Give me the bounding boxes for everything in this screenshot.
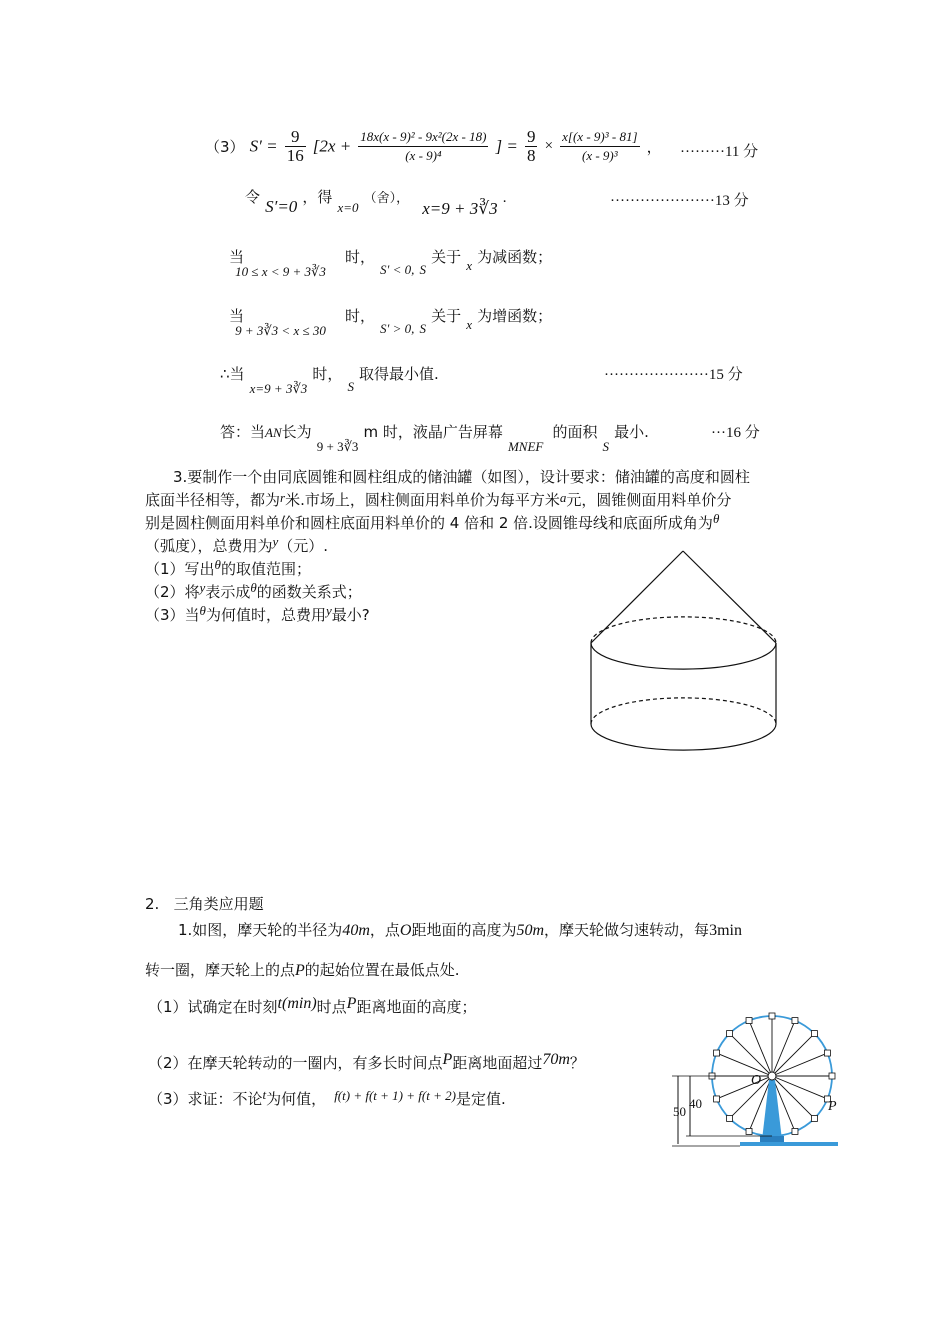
p3-line4: （弧度），总费用为y（元）. (145, 534, 329, 555)
step3-frac2 (358, 128, 488, 165)
she: （舍）， (363, 191, 410, 206)
value-min: x=9 + 3∛3 (249, 381, 308, 396)
S-dec: S (419, 262, 427, 277)
cabin (792, 1128, 798, 1134)
step3-label: （3） (205, 138, 245, 156)
answer-AN: AN (265, 425, 282, 440)
cabin (714, 1050, 720, 1056)
S-inc: S (419, 321, 427, 336)
label-P: P (828, 1099, 837, 1114)
bottom-ellipse-back (591, 698, 776, 724)
cabin (769, 1013, 775, 1019)
val-period: 3min (709, 922, 742, 939)
spoke (730, 1034, 772, 1076)
problem1-q3: （3）求证：不论t为何值， f(t) + f(t + 1) + f(t + 2)是定值. (148, 1087, 506, 1108)
score-16: ···16 分 (711, 425, 760, 441)
cabin (746, 1018, 752, 1024)
line-minimum (220, 363, 439, 396)
cabin (727, 1031, 733, 1037)
score-11: ·········11 分 (680, 144, 759, 160)
cond-inc: S′ > 0, (380, 321, 415, 336)
cabin (829, 1073, 835, 1079)
guanyu-1: 关于 (431, 248, 462, 266)
var-t: t (262, 1087, 267, 1102)
problem1-line1: 1.如图，摩天轮的半径为40m，点O距地面的高度为50m，摩天轮做匀速转动，每3min (178, 921, 742, 939)
problem1-line2: 转一圈，摩天轮上的点P的起始位置在最低点处. (145, 961, 460, 979)
eq-x-zero: x=0 (337, 200, 359, 215)
result-inc: 为增函数； (477, 307, 553, 325)
oil-tank-figure (585, 548, 785, 758)
cabin (727, 1115, 733, 1121)
var-r: r (280, 490, 286, 505)
answer-text5: 最小. (614, 423, 649, 441)
step3-bracket-close: ] = (495, 136, 518, 156)
shi-3: 时， (312, 365, 343, 383)
dang-2: 当 (229, 307, 245, 325)
var-theta: θ (712, 511, 720, 526)
var-y: y (272, 534, 279, 549)
frac2-num: 18x(x - 9)² - 9x²(2x - 18) (358, 128, 488, 147)
val-70m: 70m (542, 1051, 570, 1068)
eq-x-root: x=9 + 3∛3 (422, 199, 498, 218)
score-15: ·····················15 分 (604, 367, 743, 383)
base-block (760, 1136, 784, 1142)
ferris-wheel-figure (670, 1012, 840, 1154)
step3-frac4 (560, 128, 639, 165)
p3-line2: 底面半径相等，都为r米.市场上，圆柱侧面用料单价为每平方米a元，圆锥侧面用料单价分 (145, 490, 732, 509)
cone-right-edge (683, 551, 776, 643)
cabin (811, 1031, 817, 1037)
cond-dec: S′ < 0, (380, 262, 415, 277)
pt-O: O (399, 922, 412, 939)
bottom-ellipse-front (591, 724, 776, 750)
frac2-den: (x - 9)⁴ (405, 148, 442, 163)
var-a: a (559, 490, 567, 505)
pt-P: P (295, 962, 305, 979)
frac4-num: x[(x - 9)³ - 81] (560, 128, 639, 147)
q2-P: P (442, 1051, 453, 1068)
label-50: 50 (673, 1104, 686, 1119)
shi-1: 时， (344, 248, 375, 266)
range-dec: 10 ≤ x < 9 + 3∛3 (235, 264, 326, 279)
hub (768, 1072, 776, 1080)
top-ellipse-back (591, 617, 776, 643)
frac4-den: (x - 9)³ (582, 148, 618, 163)
cabin (714, 1096, 720, 1102)
section2-heading: 2. 三角类应用题 (145, 895, 264, 913)
label-O: O (751, 1073, 762, 1088)
frac3-den: 8 (526, 146, 536, 165)
top-ellipse-front (591, 643, 776, 669)
step3-comma: ， (646, 138, 662, 156)
answer-value: 9 + 3∛3 (316, 439, 359, 454)
answer-text3: m 时，液晶广告屏幕 (363, 423, 503, 441)
q3-y: y (325, 603, 332, 618)
p3-q1: （1）写出θ的取值范围； (145, 557, 311, 578)
dang-1: 当 (229, 248, 245, 266)
step3-frac1 (285, 128, 306, 165)
answer-text2: 长为 (281, 423, 312, 441)
q3-theta: θ (199, 603, 206, 618)
p3-q2: （2）将y表示成θ的函数关系式； (145, 580, 362, 601)
therefore-dang: ∴当 (220, 365, 245, 383)
result-dec: 为减函数； (477, 248, 553, 266)
val-height: 50m (516, 922, 545, 939)
val-radius: 40m (342, 922, 370, 939)
S-min: S (347, 379, 354, 394)
cabin (824, 1050, 830, 1056)
line-set-derivative (245, 186, 507, 218)
range-inc: 9 + 3∛3 < x ≤ 30 (235, 323, 326, 338)
step3-times: × (544, 138, 554, 154)
eq-s-prime-zero: S′=0 (265, 197, 298, 216)
answer-S: S (602, 439, 610, 454)
p3-q3: （3）当θ为何值时，总费用y最小? (145, 603, 370, 624)
q2-y: y (199, 580, 206, 595)
guanyu-2: 关于 (431, 307, 462, 325)
result-min: 取得最小值. (359, 365, 439, 383)
label-40: 40 (689, 1096, 702, 1111)
step3-lhs: S′ = (249, 136, 278, 156)
de: ，得 (302, 188, 333, 206)
cabin (746, 1128, 752, 1134)
solution-step3 (205, 128, 662, 168)
q1-P: P (346, 995, 357, 1012)
frac1-den: 16 (286, 146, 304, 165)
step3-frac3 (525, 128, 538, 165)
cone-left-edge (591, 551, 683, 643)
frac1-num: 9 (285, 128, 306, 147)
score-13: ·····················13 分 (610, 193, 749, 209)
q1-theta: θ (214, 557, 221, 572)
answer-MNEF: MNEF (507, 439, 544, 454)
problem1-q1: （1）试确定在时刻t(min)时点P距离地面的高度； (148, 995, 477, 1016)
problem1-q2: （2）在摩天轮转动的一圈内，有多长时间点P距离地面超过70m？ (148, 1051, 585, 1072)
spoke (772, 1034, 814, 1076)
p3-line3: 别是圆柱侧面用料单价和圆柱底面用料单价的 4 倍和 2 倍.设圆锥母线和底面所成角为θ (145, 511, 720, 532)
p3-line1: 3.要制作一个由同底圆锥和圆柱组成的储油罐（如图），设计要求：储油罐的高度和圆柱 (173, 468, 750, 486)
support-tower (762, 1080, 782, 1140)
step3-bracket-open: [2x + (312, 136, 352, 156)
dot: . (502, 190, 507, 206)
ling: 令 (245, 188, 261, 206)
cabin (792, 1018, 798, 1024)
x-inc: x (466, 317, 472, 332)
answer-text4: 的面积 (552, 423, 598, 441)
answer-text1: 答：当 (220, 423, 266, 441)
sum-expr: f(t) + f(t + 1) + f(t + 2) (334, 1088, 456, 1103)
x-dec: x (466, 258, 472, 273)
shi-2: 时， (344, 307, 375, 325)
cabin (811, 1115, 817, 1121)
q2-theta: θ (250, 580, 257, 595)
line-answer (220, 421, 649, 454)
ground (740, 1142, 838, 1146)
frac3-num: 9 (526, 127, 536, 146)
t-min: t(min) (277, 995, 317, 1012)
